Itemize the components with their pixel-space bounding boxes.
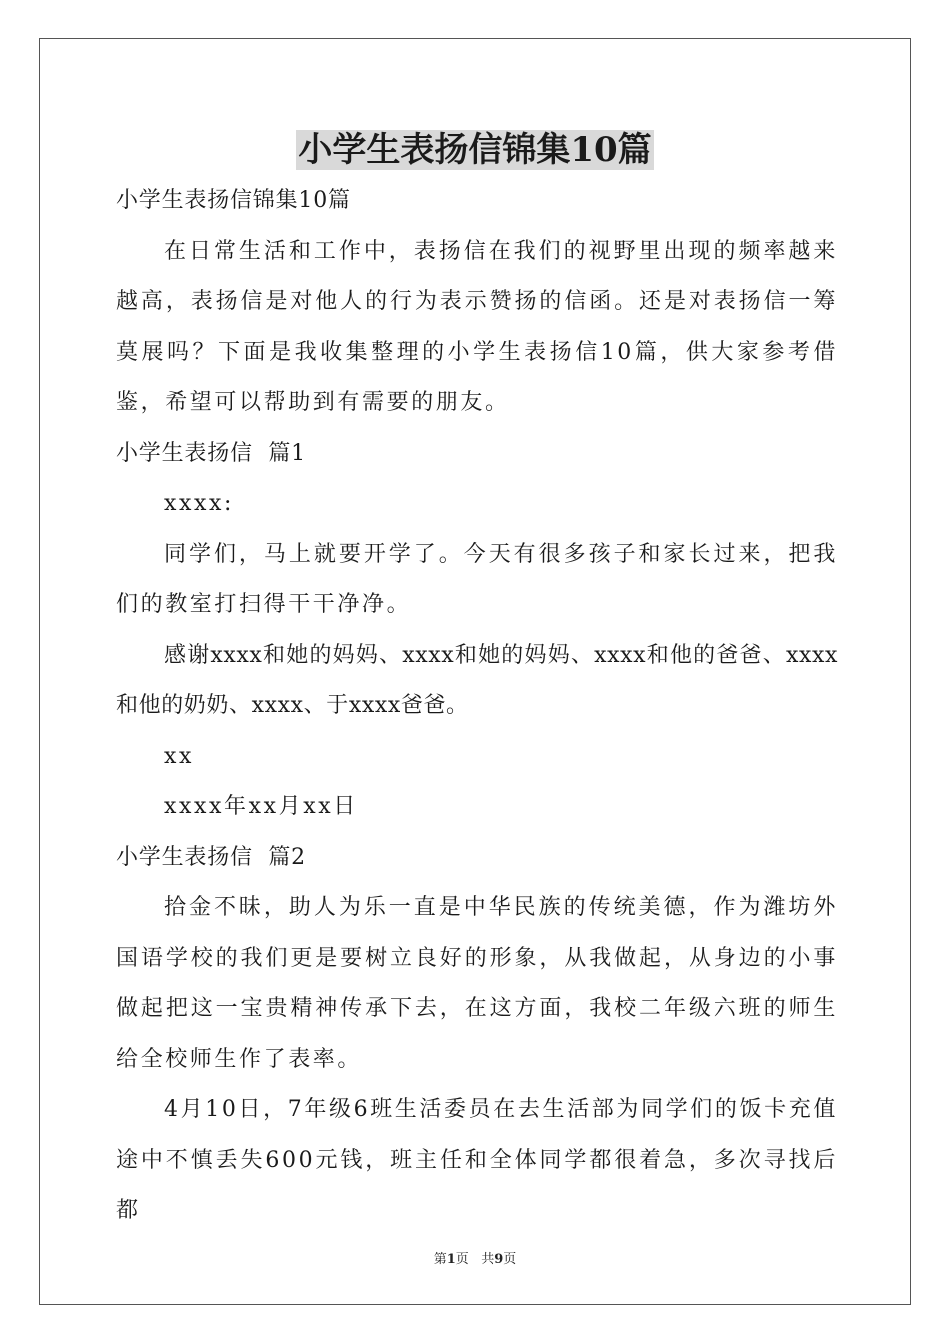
document-body <box>116 176 838 1237</box>
section1-salutation: xxxx: <box>164 491 235 516</box>
footer-page-suffix: 页 <box>455 1252 469 1267</box>
section2-paragraph-2: 4月10日，7年级6班生活委员在去生活部为同学们的饭卡充值途中不慎丢失600元钱，班主任和全体同学都很着急，多次寻找后都 <box>116 1097 838 1223</box>
document-title <box>0 128 950 172</box>
footer-total-prefix: 共 <box>481 1252 495 1267</box>
section2-paragraph-1: 拾金不昧，助人为乐一直是中华民族的传统美德，作为潍坊外国语学校的我们更是要树立良好的形象，从我做起，从身边的小事做起把这一宝贵精神传承下去，在这方面，我校二年级六班的师生给全校师生作了表率。 <box>116 895 838 1072</box>
document-heading: 小学生表扬信锦集10篇 <box>116 188 351 213</box>
section1-date: xxxx年xx月xx日 <box>164 794 358 819</box>
section1-signature: xx <box>164 743 195 769</box>
page-footer <box>0 1248 950 1267</box>
section2-heading: 小学生表扬信 篇2 <box>116 844 306 870</box>
section1-heading: 小学生表扬信 篇1 <box>116 440 306 466</box>
footer-page-prefix: 第 <box>433 1252 447 1267</box>
footer-page-current: 1 <box>446 1252 456 1267</box>
footer-page-total: 9 <box>494 1252 504 1267</box>
section1-paragraph-1: 同学们，马上就要开学了。今天有很多孩子和家长过来，把我们的教室打扫得干干净净。 <box>116 541 838 617</box>
footer-total-suffix: 页 <box>503 1252 517 1267</box>
section1-paragraph-2: 感谢xxxx和她的妈妈、xxxx和她的妈妈、xxxx和他的爸爸、xxxx和他的奶奶、xxxx、于xxxx爸爸。 <box>116 642 838 718</box>
document-title-text: 小学生表扬信锦集10篇 <box>298 130 652 170</box>
intro-paragraph: 在日常生活和工作中，表扬信在我们的视野里出现的频率越来越高，表扬信是对他人的行为表示赞扬的信函。还是对表扬信一筹莫展吗？下面是我收集整理的小学生表扬信10篇，供大家参考借鉴，希望可以帮助到有需要的朋友。 <box>116 238 838 415</box>
